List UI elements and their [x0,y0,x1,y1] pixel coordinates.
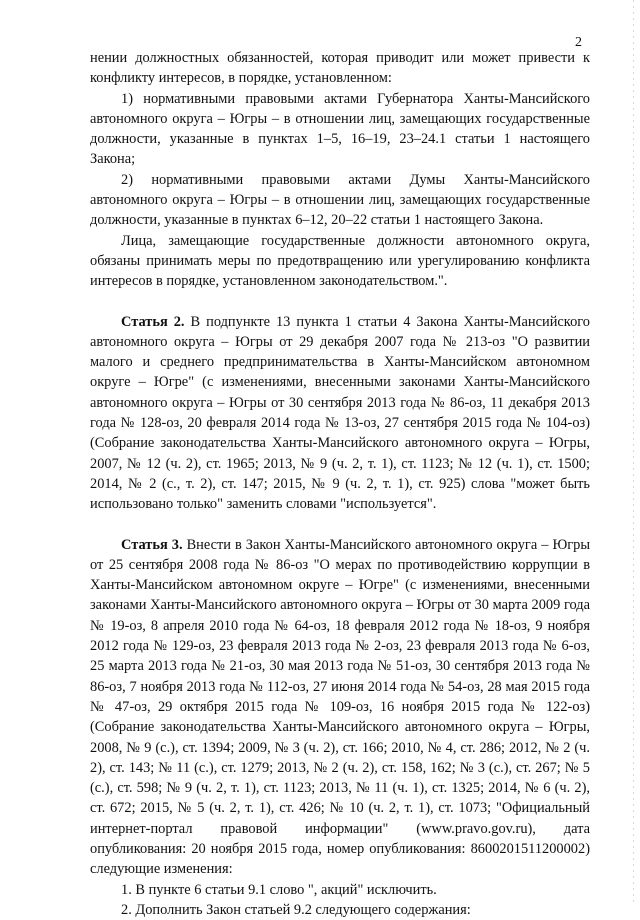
article-3-text: Внести в Закон Ханты-Мансийского автономного округа – Югры от 25 сентября 2008 года № 86-оз "О мерах по противодействию коррупции в Ханты-Мансийском автономном округе – Югре" (с изменениями, внесенными законами Ханты-Мансийского автономного округа – Югры от 30 марта 2009 года № 19-оз, 8 апреля 2010 года № 64-оз, 18 февраля 2012 года № 18-оз, 9 ноября 2012 года № 129-оз, 23 февраля 2013 года № 2-оз, 23 февраля 2013 года № 6-оз, 25 марта 2013 года № 21-оз, 30 мая 2013 года № 51-оз, 30 сентября 2013 года № 86-оз, 7 ноября 2013 года № 112-оз, 27 июня 2014 года № 54-оз, 28 мая 2015 года № 47-оз, 29 октября 2015 года № 109-оз, 16 ноября 2015 года № 122-оз) (Собрание законодательства Ханты-Мансийского автономного округа – Югры, 2008, № 9 (с.), ст. 1394; 2009, № 3 (ч. 2), ст. 166; 2010, № 4, ст. 286; 2012, № 2 (ч. 2), ст. 143; № 11 (с.), ст. 1279; 2013, № 2 (ч. 2), ст. 158, 162; № 3 (с.), ст. 267; № 5 (с.), ст. 598; № 9 (ч. 2, т. 1), ст. 1123; 2013, № 11 (ч. 1), ст. 1325; 2014, № 6 (ч. 2), ст. 672; 2015, № 5 (ч. 2, т. 1), ст. 426; № 10 (ч. 2, т. 1), ст. 1073; "Официальный интернет-портал правовой информации" (www.pravo.gov.ru), дата опубликования: 20 ноября 2015 года, номер опубликования: 8600201511200002) следующие изменения: [90,536,590,878]
article-2 [90,312,590,515]
amendment-item-2: 2. Дополнить Закон статьей 9.2 следующего содержания: [121,901,471,918]
paragraph-item-1: 1) нормативными правовыми актами Губернатора Ханты-Мансийского автономного округа – Югры – в отношении лиц, замещающих государственные должности, указанные в пунктах 1–5, 16–19, 23–24.1 статьи 1 настоящего Закона; [90,90,590,168]
paragraph-continuation: нении должностных обязанностей, которая приводит или может привести к конфликту интересов, в порядке, установленном: [90,50,590,87]
page-edge-artifact [633,0,634,905]
paragraph-item-2: 2) нормативными правовыми актами Думы Ханты-Мансийского автономного округа – Югры – в отношении лиц, замещающих государственные должности, указанные в пунктах 6–12, 20–22 статьи 1 настоящего Закона. [90,171,590,229]
paragraph-conflict-measures: Лица, замещающие государственные должности автономного округа, обязаны принимать меры по предотвращению или урегулированию конфликта интересов в порядке, установленном законодательством.". [90,232,590,290]
article-2-title: Статья 2. [121,313,185,330]
article-3 [90,535,590,880]
page-number: 2 [575,35,582,50]
document-body [90,48,590,920]
article-2-text: В подпункте 13 пункта 1 статьи 4 Закона Ханты-Мансийского автономного округа – Югры от 29 декабря 2007 года № 213-оз "О развитии малого и среднего предпринимательства в Ханты-Мансийском автономном округе – Югре" (с изменениями, внесенными законами Ханты-Мансийского автономного округа – Югры от 30 сентября 2013 года № 86-оз, 11 декабря 2013 года № 128-оз, 20 февраля 2014 года № 13-оз, 27 сентября 2015 года № 104-оз) (Собрание законодательства Ханты-Мансийского автономного округа – Югры, 2007, № 12 (ч. 2), ст. 1965; 2013, № 9 (ч. 2, т. 1), ст. 1123; № 12 (ч. 1), ст. 1500; 2014, № 2 (с., т. 2), ст. 147; 2015, № 9 (ч. 2, т. 1), ст. 925) слова "может быть использовано только" заменить словами "используется". [90,313,591,513]
article-3-title: Статья 3. [121,536,183,553]
amendment-item-1: 1. В пункте 6 статьи 9.1 слово ", акций" исключить. [121,881,437,898]
